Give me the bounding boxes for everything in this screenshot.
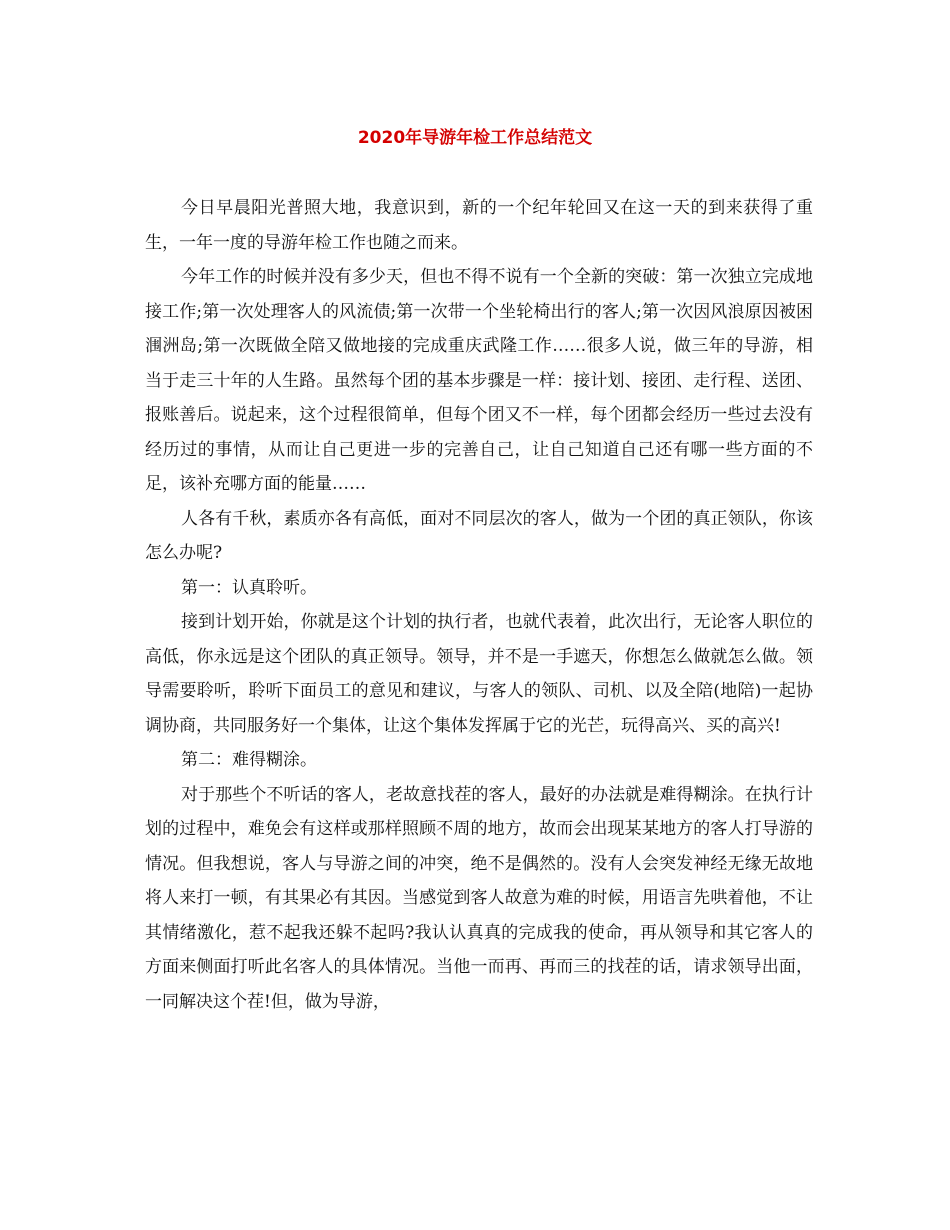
document-title: 2020年导游年检工作总结范文 (357, 128, 593, 148)
section-heading-listen: 第一：认真聆听。 (181, 577, 317, 598)
paragraph-intro: 今日早晨阳光普照大地，我意识到，新的一个纪年轮回又在这一天的到来获得了重生，一年一度的导游年检工作也随之而来。 (145, 198, 813, 253)
paragraph-muddle: 对于那些个不听话的客人，老故意找茬的客人，最好的办法就是难得糊涂。在执行计划的过程中，难免会有这样或那样照顾不周的地方，故而会出现某某地方的客人打导游的情况。但我想说，客人与导游之间的冲突，绝不是偶然的。没有人会突发神经无缘无故地将人来打一顿，有其果必有其因。当感觉到客人故意为难的时候，用语言先哄着他，不让其情绪激化，惹不起我还躲不起吗?我认认真真的完成我的使命，再从领导和其它客人的方面来侧面打听此名客人的具体情况。当他一而再、再而三的找茬的话，请求领导出面，一同解决这个茬!但，做为导游， (145, 784, 813, 1012)
paragraph-listen: 接到计划开始，你就是这个计划的执行者，也就代表着，此次出行，无论客人职位的高低，你永远是这个团队的真正领导。领导，并不是一手遮天，你想怎么做就怎么做。领导需要聆听，聆听下面员工的意见和建议，与客人的领队、司机、以及全陪(地陪)一起协调协商，共同服务好一个集体，让这个集体发挥属于它的光芒，玩得高兴、买的高兴! (145, 612, 813, 736)
paragraph-breakthroughs: 今年工作的时候并没有多少天，但也不得不说有一个全新的突破：第一次独立完成地接工作;第一次处理客人的风流债;第一次带一个坐轮椅出行的客人;第一次因风浪原因被困涠洲岛;第一次既做全陪又做地接的完成重庆武隆工作……很多人说，做三年的导游，相当于走三十年的人生路。虽然每个团的基本步骤是一样：接计划、接团、走行程、送团、报账善后。说起来，这个过程很简单，但每个团又不一样，每个团都会经历一些过去没有经历过的事情，从而让自己更进一步的完善自己，让自己知道自己还有哪一些方面的不足，该补充哪方面的能量…… (145, 267, 813, 494)
section-heading-muddle: 第二：难得糊涂。 (181, 750, 317, 770)
paragraph-question: 人各有千秋，素质亦各有高低，面对不同层次的客人，做为一个团的真正领队，你该怎么办呢? (145, 508, 813, 563)
document-body (145, 191, 813, 1019)
